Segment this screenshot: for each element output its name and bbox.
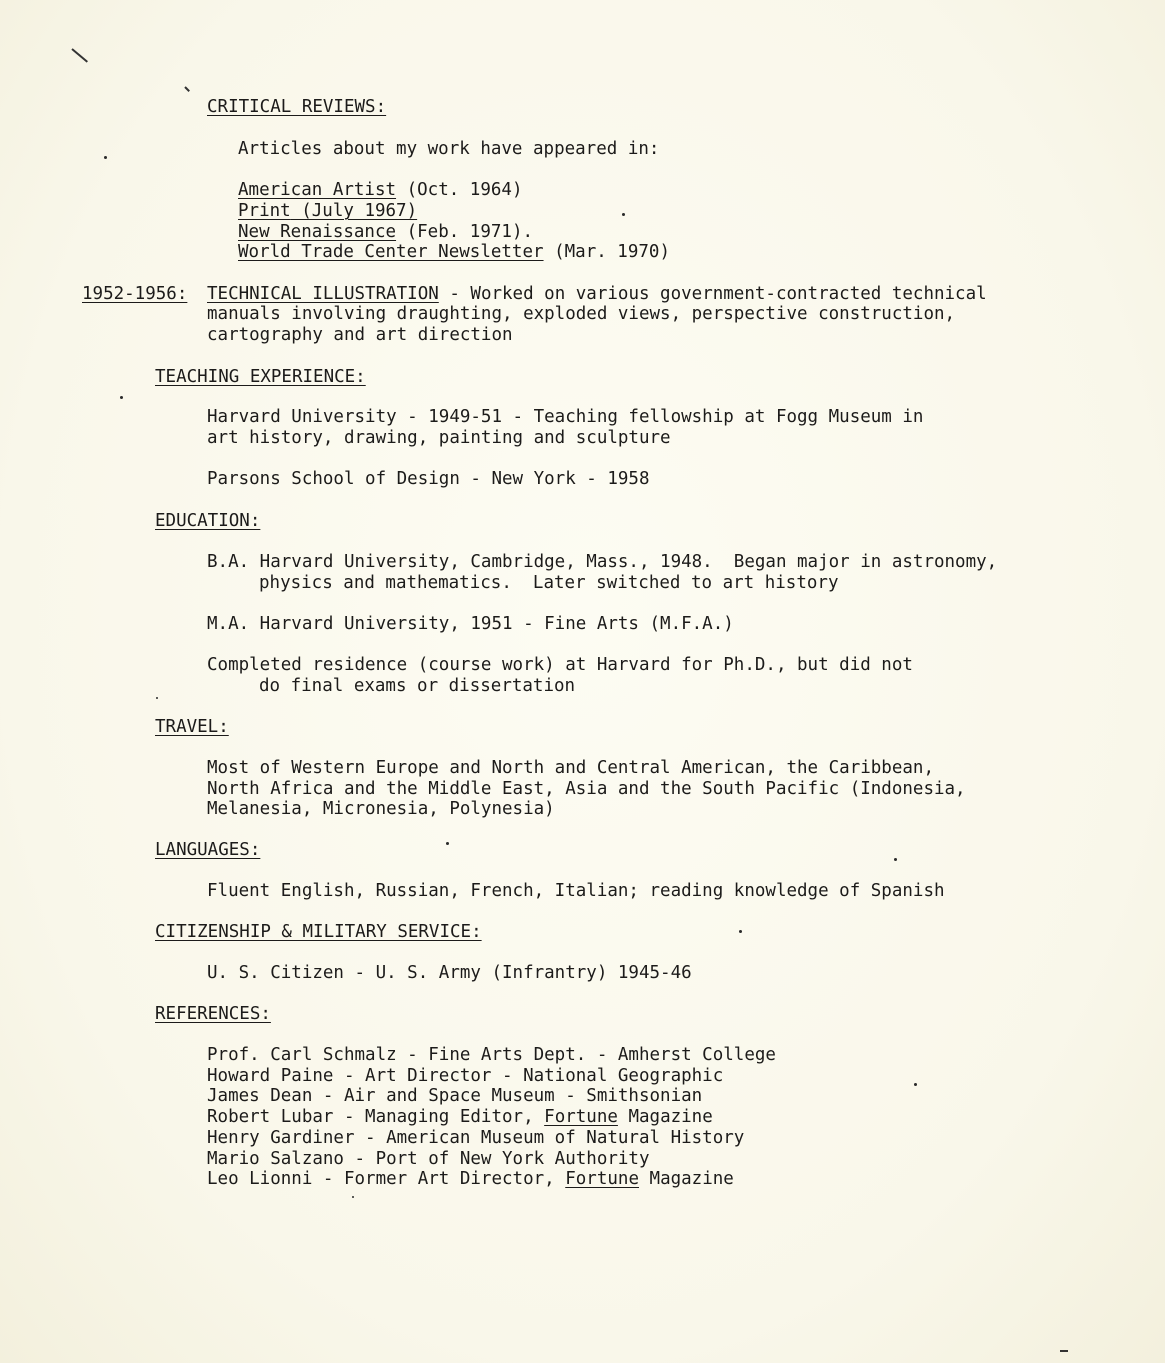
reference-item: Mario Salzano - Port of New York Authority: [207, 1149, 650, 1169]
review-title: New Renaissance: [238, 222, 397, 242]
travel-line: Most of Western Europe and North and Central American, the Caribbean,: [207, 758, 934, 778]
reference-text: Leo Lionni - Former Art Director,: [207, 1169, 566, 1189]
citizenship-heading: CITIZENSHIP & MILITARY SERVICE:: [155, 922, 482, 942]
review-title: Print: [238, 201, 291, 221]
stray-mark: [1060, 1350, 1068, 1352]
reference-text: Magazine: [617, 1107, 713, 1127]
critical-reviews-intro: Articles about my work have appeared in:: [238, 139, 660, 159]
teaching-line: Harvard University - 1949-51 - Teaching fellowship at Fogg Museum in: [207, 407, 924, 427]
education-line: B.A. Harvard University, Cambridge, Mass., 1948. Began major in astronomy,: [207, 552, 998, 572]
speck: [446, 842, 449, 845]
review-date: (Mar. 1970): [543, 242, 670, 262]
reference-item: Howard Paine - Art Director - National Geographic: [207, 1066, 724, 1086]
technical-line: [207, 284, 987, 305]
review-item: [238, 222, 533, 243]
review-item: [238, 201, 417, 222]
languages-text: Fluent English, Russian, French, Italian; reading knowledge of Spanish: [207, 881, 945, 901]
languages-heading: LANGUAGES:: [155, 840, 261, 860]
review-item: [238, 180, 522, 201]
technical-desc: - Worked on various government-contracted technical: [438, 284, 987, 304]
reference-item: [207, 1107, 713, 1128]
speck: [622, 213, 625, 216]
speck: [104, 156, 107, 159]
critical-reviews-heading: CRITICAL REVIEWS:: [207, 97, 387, 117]
reference-item: James Dean - Air and Space Museum - Smithsonian: [207, 1086, 703, 1106]
speck: [156, 697, 158, 699]
citizenship-text: U. S. Citizen - U. S. Army (Infrantry) 1945-46: [207, 963, 692, 983]
speck: [739, 930, 742, 933]
technical-years: 1952-1956:: [82, 284, 188, 304]
speck: [894, 858, 897, 861]
stray-mark: [71, 48, 88, 62]
travel-line: North Africa and the Middle East, Asia and the South Pacific (Indonesia,: [207, 779, 966, 799]
speck: [914, 1083, 917, 1086]
review-title: World Trade Center Newsletter: [238, 242, 544, 262]
reference-text: Magazine: [639, 1169, 734, 1189]
teaching-line: Parsons School of Design - New York - 1958: [207, 469, 650, 489]
speck: [120, 396, 123, 399]
teaching-line: art history, drawing, painting and sculpture: [207, 428, 671, 448]
education-heading: EDUCATION:: [155, 511, 261, 531]
education-line: physics and mathematics. Later switched to art history: [259, 573, 839, 593]
reference-item: Henry Gardiner - American Museum of Natural History: [207, 1128, 745, 1148]
review-item: [238, 242, 670, 263]
review-date: (Oct. 1964): [396, 180, 523, 200]
reference-item: Prof. Carl Schmalz - Fine Arts Dept. - Amherst College: [207, 1045, 776, 1065]
references-heading: REFERENCES:: [155, 1004, 271, 1024]
education-line: Completed residence (course work) at Harvard for Ph.D., but did not: [207, 655, 913, 675]
teaching-heading: TEACHING EXPERIENCE:: [155, 367, 366, 387]
education-line: do final exams or dissertation: [259, 676, 576, 696]
reference-magazine: Fortune: [565, 1169, 639, 1189]
speck: [352, 1196, 354, 1198]
travel-heading: TRAVEL:: [155, 717, 229, 737]
reference-magazine: Fortune: [544, 1107, 618, 1127]
stray-mark: [184, 86, 190, 92]
technical-title: TECHNICAL ILLUSTRATION: [207, 284, 439, 304]
technical-line: cartography and art direction: [207, 325, 513, 345]
reference-item: [207, 1169, 734, 1190]
reference-text: Robert Lubar - Managing Editor,: [207, 1107, 545, 1127]
review-title: American Artist: [238, 180, 397, 200]
education-line: M.A. Harvard University, 1951 - Fine Arts (M.F.A.): [207, 614, 734, 634]
review-date: (July 1967): [290, 201, 418, 221]
travel-line: Melanesia, Micronesia, Polynesia): [207, 799, 555, 819]
technical-line: manuals involving draughting, exploded views, perspective construction,: [207, 304, 956, 324]
review-date: (Feb. 1971).: [396, 222, 534, 242]
